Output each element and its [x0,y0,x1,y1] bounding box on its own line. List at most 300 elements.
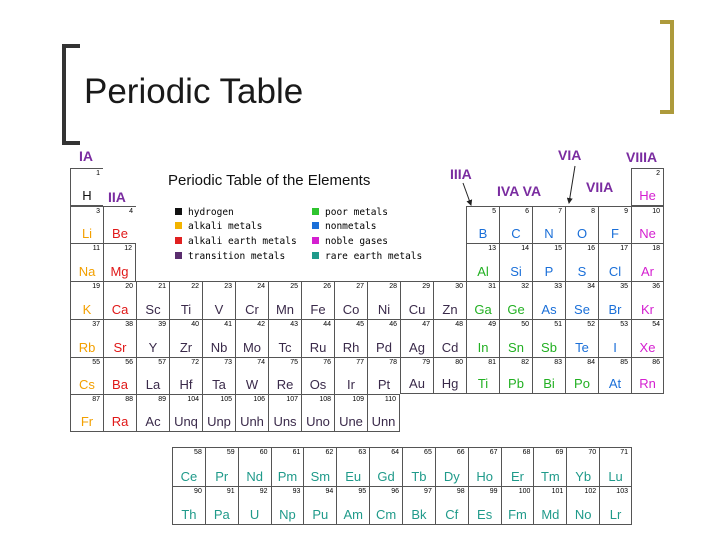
element-symbol: Dy [443,469,460,484]
element-cell-te [565,319,598,357]
element-symbol: Ga [474,301,492,317]
element-symbol: Zn [442,301,458,317]
atomic-number: 61 [292,449,301,456]
element-symbol: Hf [179,377,193,393]
element-cell-uno [301,394,334,432]
legend-label: alkali metals [188,221,263,232]
element-symbol: Cf [445,507,459,522]
element-cell-xe [631,319,664,357]
element-cell-ra [103,394,136,432]
element-symbol: He [639,187,656,203]
element-symbol: Unn [371,413,396,429]
element-cell-ta [202,357,235,395]
element-cell-cl [598,243,631,281]
element-symbol: Os [309,377,327,393]
atomic-number: 99 [489,488,498,495]
element-symbol: Ac [145,413,161,429]
atomic-number: 31 [488,283,496,291]
element-cell-am [336,486,369,525]
element-cell-sc [136,281,169,319]
atomic-number: 100 [518,488,531,495]
legend-swatch [175,208,182,215]
element-cell-sm [303,447,336,486]
element-cell-unp [202,394,235,432]
atomic-number: 40 [191,320,199,328]
element-symbol: Unh [240,413,264,429]
element-cell-lu [599,447,632,486]
atomic-number: 64 [391,449,399,456]
atomic-number: 72 [191,358,199,366]
element-cell-zn [433,281,466,319]
element-symbol: Cs [79,377,95,393]
element-symbol: N [544,226,554,242]
atomic-number: 110 [384,396,396,404]
element-cell-eu [336,447,369,486]
element-cell-ir [334,357,367,395]
atomic-number: 87 [92,396,100,404]
element-symbol: Ne [639,226,656,242]
element-cell-ho [468,447,501,486]
element-symbol: Sm [310,469,331,484]
element-cell-ca [103,281,136,319]
atomic-number: 18 [652,245,660,253]
element-symbol: Li [81,226,93,242]
element-symbol: Ru [309,339,327,355]
element-cell-rh [334,319,367,357]
atomic-number: 103 [616,488,628,495]
atomic-number: 28 [389,283,397,291]
element-symbol: Kr [641,301,654,317]
element-symbol: Fr [80,413,94,429]
atomic-number: 36 [652,283,660,291]
element-cell-no [566,486,599,525]
element-cell-lr [599,486,632,525]
element-symbol: Fm [508,507,527,522]
element-cell-bk [402,486,435,525]
atomic-number: 23 [224,283,232,291]
element-cell-cm [369,486,402,525]
element-symbol: Lr [609,507,622,522]
atomic-number: 26 [323,283,331,291]
element-cell-rb [70,319,103,357]
atomic-number: 91 [226,488,235,495]
atomic-number: 55 [92,358,100,366]
element-cell-mg [103,243,136,281]
element-cell-c [499,206,532,244]
atomic-number: 81 [488,358,496,366]
group-label-viia: VIIA [586,179,614,195]
element-symbol: Unp [207,413,231,429]
atomic-number: 98 [456,488,465,495]
element-cell-zr [169,319,202,357]
element-cell-y [136,319,169,357]
legend-label: alkali earth metals [188,236,297,247]
element-symbol: Fe [310,301,326,317]
element-symbol: Pb [508,376,524,392]
element-symbol: Ni [377,301,391,317]
element-symbol: Mg [110,264,129,280]
atomic-number: 13 [488,245,496,253]
atomic-number: 1 [96,170,100,177]
element-cell-i [598,319,631,357]
atomic-number: 6 [525,207,529,215]
element-symbol: La [145,377,161,393]
atomic-number: 62 [325,449,334,456]
atomic-number: 60 [259,449,268,456]
f-block-table [172,447,632,525]
element-cell-u [238,486,271,525]
element-symbol: Uno [306,413,330,429]
element-symbol: Es [477,507,493,522]
element-cell-ni [367,281,400,319]
legend-item-rare-earth-metals [312,252,422,262]
element-symbol: Sb [541,339,557,355]
legend-swatch [312,237,319,244]
atomic-number: 109 [352,396,364,404]
atomic-number: 49 [488,320,496,328]
element-symbol: Co [342,301,360,317]
element-symbol: Cl [608,264,622,280]
element-symbol: Te [575,339,589,355]
element-symbol: Bk [411,507,427,522]
element-cell-gd [369,447,402,486]
element-symbol: Rh [342,339,360,355]
element-symbol: B [478,226,488,242]
element-symbol: Ir [347,377,355,393]
element-cell-pa [205,486,238,525]
element-cell-th [172,486,205,525]
legend-swatch [175,252,182,259]
element-symbol: Xe [639,339,656,355]
atomic-number: 59 [226,449,235,456]
element-cell-as [532,281,565,319]
atomic-number: 3 [96,207,100,215]
atomic-number: 78 [389,358,397,366]
group-label-iiia: IIIA [450,166,472,182]
element-symbol: I [613,339,617,355]
element-cell-v [202,281,235,319]
element-cell-unn [367,394,400,432]
atomic-number: 14 [521,245,529,253]
atomic-number: 105 [220,396,232,404]
legend-item-transition-metals [175,252,285,262]
atomic-number: 25 [290,283,298,291]
group-label-via: VIA [558,147,582,163]
element-symbol: Tc [278,339,292,355]
atomic-number: 65 [424,449,432,456]
element-cell-sb [532,319,565,357]
element-cell-na [70,243,103,281]
atomic-number: 52 [587,320,595,328]
element-symbol: As [541,301,557,317]
element-cell-fm [501,486,534,525]
element-symbol: Zr [179,339,193,355]
element-symbol: Pd [376,339,392,355]
element-cell-se [565,281,598,319]
atomic-number: 90 [194,488,202,495]
atomic-number: 102 [584,488,597,495]
element-cell-cu [400,281,433,319]
element-symbol: Nb [210,339,228,355]
atomic-number: 9 [624,207,628,215]
element-cell-pu [303,486,336,525]
element-cell-cd [433,319,466,357]
legend-item-hydrogen [175,208,234,218]
element-cell-sr [103,319,136,357]
element-cell-hg [433,357,466,395]
element-symbol: Tm [540,469,560,484]
element-symbol: U [249,507,260,522]
element-symbol: Br [608,301,622,317]
element-symbol: Sc [145,301,161,317]
atomic-number: 24 [257,283,265,291]
element-symbol: Ta [212,377,226,393]
legend-swatch [312,222,319,229]
atomic-number: 8 [591,207,595,215]
atomic-number: 86 [652,358,660,366]
atomic-number: 32 [521,283,529,291]
element-cell-es [468,486,501,525]
atomic-number: 21 [158,283,166,291]
element-cell-er [501,447,534,486]
element-cell-re [268,357,301,395]
element-cell-ba [103,357,136,395]
element-symbol: Be [112,226,128,242]
atomic-number: 17 [620,245,628,253]
element-cell-co [334,281,367,319]
legend-swatch [175,222,182,229]
element-cell-nd [238,447,271,486]
element-symbol: Pu [312,507,329,522]
atomic-number: 43 [290,320,298,328]
legend-item-nonmetals [312,222,376,232]
element-cell-dy [435,447,468,486]
atomic-number: 88 [125,396,133,404]
element-symbol: O [576,226,588,242]
element-symbol: Cd [441,339,459,355]
element-symbol: Une [339,413,363,429]
atomic-number: 47 [422,320,430,328]
element-cell-kr [631,281,664,319]
legend-item-poor-metals [312,208,388,218]
element-symbol: Se [574,301,590,317]
atomic-number: 11 [92,245,100,253]
element-symbol: H [82,187,92,203]
element-cell-os [301,357,334,395]
table-title: Periodic Table of the Elements [168,172,371,189]
element-cell-bi [532,357,565,395]
legend-label: nonmetals [325,221,377,232]
atomic-number: 2 [656,170,660,177]
element-cell-pb [499,357,532,395]
atomic-number: 19 [92,283,100,291]
atomic-number: 54 [652,320,660,328]
element-cell-tb [402,447,435,486]
element-cell-ar [631,243,664,281]
element-symbol: S [577,264,587,280]
legend-label: noble gases [325,236,388,247]
element-symbol: Po [574,376,590,392]
element-symbol: Unq [174,413,198,429]
element-cell-he [631,168,664,206]
element-cell-po [565,357,598,395]
legend-swatch [312,252,319,259]
atomic-number: 95 [358,488,367,495]
atomic-number: 39 [158,320,166,328]
element-symbol: At [608,376,622,392]
atomic-number: 5 [492,207,496,215]
atomic-number: 96 [391,488,399,495]
group-label-viiia: VIIIA [626,149,658,165]
element-cell-o [565,206,598,244]
atomic-number: 76 [323,358,331,366]
legend-label: hydrogen [188,207,234,218]
element-cell-la [136,357,169,395]
element-symbol: Ba [112,377,128,393]
element-cell-md [533,486,566,525]
element-symbol: Cr [245,301,259,317]
element-cell-n [532,206,565,244]
atomic-number: 27 [356,283,364,291]
element-cell-f [598,206,631,244]
element-cell-tm [533,447,566,486]
atomic-number: 92 [259,488,268,495]
element-symbol: Lu [608,469,623,484]
element-cell-ne [631,206,664,244]
element-cell-ti [169,281,202,319]
atomic-number: 38 [125,320,133,328]
legend-item-alkali-metals [175,222,262,232]
atomic-number: 106 [253,396,265,404]
element-symbol: Er [510,469,524,484]
element-cell-ac [136,394,169,432]
legend-label: rare earth metals [325,251,423,262]
element-symbol: W [245,377,259,393]
element-symbol: Al [477,264,489,280]
element-cell-si [499,243,532,281]
legend-label: transition metals [188,251,286,262]
element-symbol: Bi [543,376,555,392]
element-symbol: Eu [345,469,362,484]
atomic-number: 104 [187,396,199,404]
element-symbol: Rb [78,339,96,355]
element-cell-pm [271,447,304,486]
element-symbol: Ce [180,469,198,484]
element-symbol: Nd [246,469,263,484]
atomic-number: 29 [422,283,430,291]
atomic-number: 46 [389,320,397,328]
element-symbol: Ra [111,413,129,429]
element-symbol: Mo [242,339,262,355]
element-symbol: F [611,226,619,242]
element-cell-ga [466,281,499,319]
atomic-number: 10 [652,207,660,215]
element-symbol: In [477,339,489,355]
atomic-number: 66 [456,449,465,456]
element-symbol: Ho [476,469,493,484]
element-cell-ce [172,447,205,486]
element-cell-be [103,206,136,244]
element-cell-tc [268,319,301,357]
atomic-number: 74 [257,358,265,366]
atomic-number: 35 [620,283,628,291]
atomic-number: 58 [194,449,202,456]
element-cell-fe [301,281,334,319]
atomic-number: 69 [555,449,564,456]
element-symbol: Ag [409,339,425,355]
element-cell-k [70,281,103,319]
element-symbol: Mn [275,301,295,317]
element-cell-au [400,357,433,395]
legend-item-noble-gases [312,237,388,247]
atomic-number: 44 [323,320,331,328]
element-symbol: Np [279,507,296,522]
atomic-number: 51 [554,320,562,328]
element-cell-at [598,357,631,395]
atomic-number: 82 [521,358,529,366]
element-symbol: Gd [377,469,395,484]
atomic-number: 101 [551,488,564,495]
atomic-number: 42 [257,320,265,328]
element-cell-in [466,319,499,357]
group-label-iva-va: IVA VA [497,183,542,199]
element-symbol: Cu [408,301,426,317]
element-symbol: Ar [641,264,654,280]
element-symbol: C [511,226,521,242]
element-cell-b [466,206,499,244]
element-cell-al [466,243,499,281]
atomic-number: 79 [422,358,430,366]
element-cell-une [334,394,367,432]
element-cell-cf [435,486,468,525]
atomic-number: 108 [319,396,331,404]
atomic-number: 93 [292,488,301,495]
element-cell-sn [499,319,532,357]
element-cell-hf [169,357,202,395]
element-symbol: No [574,507,592,522]
legend-swatch [175,237,182,244]
element-symbol: Si [510,264,522,280]
element-symbol: Th [181,507,197,522]
atomic-number: 45 [356,320,364,328]
element-cell-p [532,243,565,281]
element-symbol: Ca [111,301,129,317]
element-cell-ge [499,281,532,319]
element-cell-h [70,168,103,206]
element-symbol: Pr [215,469,229,484]
element-symbol: Rn [639,376,656,392]
atomic-number: 68 [522,449,531,456]
element-cell-cs [70,357,103,395]
element-cell-unh [235,394,268,432]
atomic-number: 71 [620,449,628,456]
atomic-number: 22 [191,283,199,291]
atomic-number: 53 [620,320,628,328]
atomic-number: 70 [588,449,597,456]
atomic-number: 41 [224,320,232,328]
legend-label: poor metals [325,207,388,218]
slide-title: Periodic Table [84,72,304,111]
atomic-number: 85 [620,358,628,366]
atomic-number: 15 [554,245,562,253]
element-cell-cr [235,281,268,319]
element-cell-li [70,206,103,244]
atomic-number: 83 [554,358,562,366]
element-symbol: Na [78,264,96,280]
element-cell-pt [367,357,400,395]
atomic-number: 57 [158,358,166,366]
element-cell-ag [400,319,433,357]
